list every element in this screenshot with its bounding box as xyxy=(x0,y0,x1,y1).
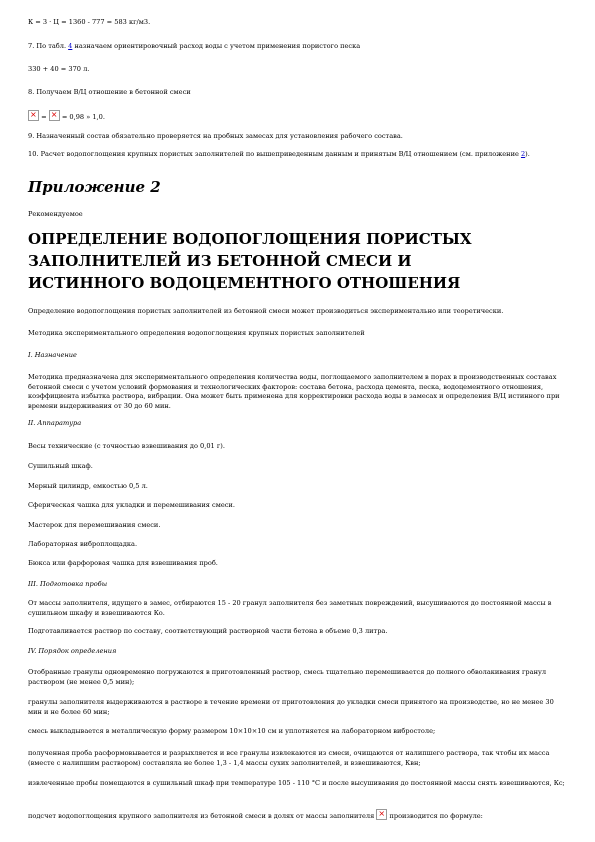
step-10-text: 10. Расчет водопоглощения крупных пористых заполнителей по вышеприведенным данным и принятым В/Ц отношением (см. приложение xyxy=(28,150,521,158)
broken-image-icon xyxy=(28,110,39,121)
equipment-item: Лабораторная виброплощадка. xyxy=(28,540,138,548)
step-10 xyxy=(28,150,568,160)
step-7-text: 7. По табл. xyxy=(28,42,69,50)
section-3-title: III. Подготовка пробы xyxy=(28,580,108,588)
equipment-item: Сферическая чашка для укладки и перемешивания смеси. xyxy=(28,501,235,509)
section-2-title: II. Аппаратура xyxy=(28,419,82,427)
calc-line-water: 330 + 40 = 370 л. xyxy=(28,65,90,73)
step-9: 9. Назначенный состав обязательно проверяется на пробных замесах для установления рабочего состава. xyxy=(28,132,403,140)
section-4-paragraph-6-end: производится по формуле: xyxy=(387,812,483,820)
step-8: 8. Получаем В/Ц отношение в бетонной смеси xyxy=(28,88,191,96)
section-3-paragraph-2: Подготавливается раствор по составу, соответствующий растворной части бетона в объеме 0,3 литра. xyxy=(28,627,388,635)
section-4-paragraph-6 xyxy=(28,809,568,822)
step-10-text-end: ). xyxy=(525,150,530,158)
main-heading: ОПРЕДЕЛЕНИЕ ВОДОПОГЛОЩЕНИЯ ПОРИСТЫХ ЗАПОЛНИТЕЛЕЙ ИЗ БЕТОННОЙ СМЕСИ И ИСТИННОГО ВОДОЦЕМЕНТНОГО ОТНОШЕНИЯ xyxy=(28,230,472,292)
step-7-text-cont: назначаем ориентировочный расход воды с учетом применения пористого песка xyxy=(72,42,361,50)
section-4-paragraph-6-text: подсчет водопоглощения крупного заполнителя из бетонной смеси в долях от массы заполнителя xyxy=(28,812,377,820)
broken-image-icon xyxy=(376,809,387,820)
recommended-label: Рекомендуемое xyxy=(28,210,83,218)
appendix-title: Приложение 2 xyxy=(28,178,161,196)
equipment-item: Мерный цилиндр, емкостью 0,5 л. xyxy=(28,482,148,490)
equipment-item: Мастерок для перемешивания смеси. xyxy=(28,521,161,529)
formula-value: = 0,98 » 1,0. xyxy=(59,113,105,121)
section-4-paragraph-1: Отобранные гранулы одновременно погружаются в приготовленный раствор, смесь тщательно перемешивается до полного обволакивания гранул раствором (не менее 0,5 мин); xyxy=(28,668,547,686)
wc-ratio-formula xyxy=(28,110,568,123)
section-4-paragraph-4: полученная проба расформовывается и разрыхляется и все гранулы извлекаются из смеси, очищаются от налипшего раствора, так чтобы их масса (вместе с налипшим раствором) составляла не более 1,3 - 1,4 массы сухих заполнителей, и взвешиваются, Квн; xyxy=(28,749,550,767)
intro-paragraph: Определение водопоглощения пористых заполнителей из бетонной смеси может производиться экспериментально или теоретически. xyxy=(28,307,504,315)
equipment-item: Сушильный шкаф. xyxy=(28,462,93,470)
section-1-text: Методика предназначена для экспериментального определения количества воды, поглощаемого заполнителем в порах в производственных составах бетонной смеси с учетом условий формования и технологических факторов: состава бетона, расхода цемента, песка, водоцементного отношения, коэффициента избытка раствора, вибрации. Она может быть применена для корректировки расхода воды в замесах и определения В/Ц истинного при времени выдерживания от 30 до 60 мин. xyxy=(28,373,560,410)
equipment-item: Бюкса или фарфоровая чашка для взвешивания проб. xyxy=(28,559,218,567)
table-4-link[interactable]: 4 xyxy=(68,42,73,50)
section-4-paragraph-5: извлеченные пробы помещаются в сушильный шкаф при температуре 105 - 110 °С и после высушивания до постоянной массы снять взвешиваются, Кс; xyxy=(28,779,565,787)
section-4-paragraph-2: гранулы заполнителя выдерживаются в растворе в течение времени от приготовления до укладки смеси принятого на производстве, но не менее 30 мин и не более 60 мин; xyxy=(28,698,554,716)
broken-image-icon xyxy=(49,110,60,121)
appendix-2-link[interactable]: 2 xyxy=(520,150,526,158)
method-title: Методика экспериментального определения водопоглощения крупных пористых заполнителей xyxy=(28,329,365,337)
section-4-title: IV. Порядок определения xyxy=(28,647,117,655)
calc-line-k: К = 3 · Ц = 1360 - 777 = 583 кг/м3. xyxy=(28,18,151,26)
section-4-paragraph-3: смесь выкладывается в металлическую форму размером 10×10×10 см и уплотняется на лабораторном вибростоле; xyxy=(28,727,436,735)
section-1-title: I. Назначение xyxy=(28,351,77,359)
section-3-paragraph-1: От массы заполнителя, идущего в замес, отбираются 15 - 20 гранул заполнителя без заметных повреждений, высушиваются до постоянной массы в сушильном шкафу и взвешиваются Ко. xyxy=(28,599,552,617)
equipment-item: Весы технические (с точностью взвешивания до 0,01 г). xyxy=(28,442,225,450)
step-7 xyxy=(28,42,568,52)
formula-equals: = xyxy=(39,113,49,121)
